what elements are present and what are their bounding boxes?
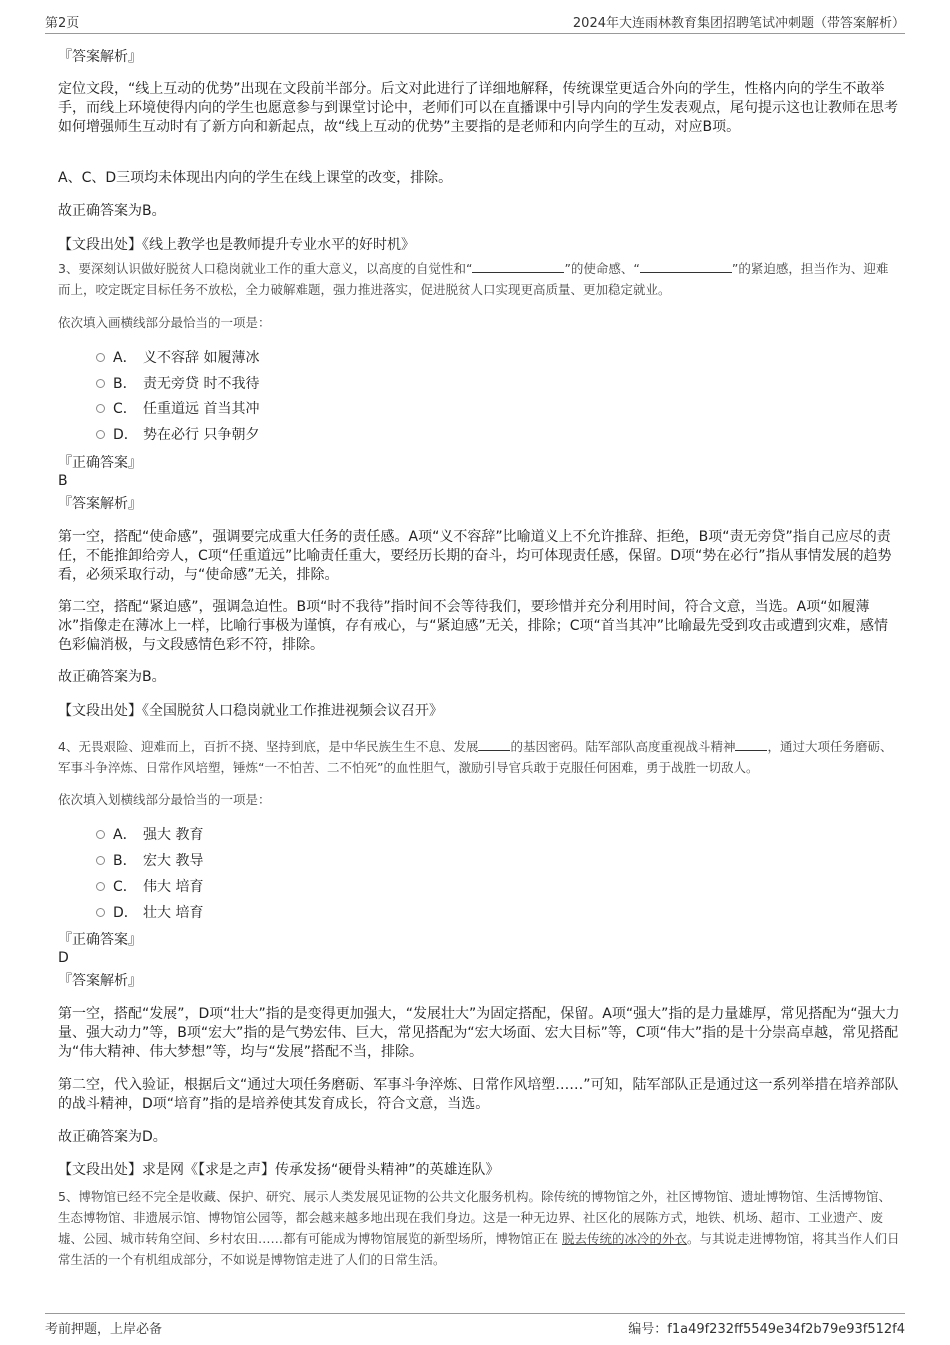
q3-prompt: 依次填入画横线部分最恰当的一项是： — [58, 315, 271, 330]
q3-question — [58, 258, 900, 300]
q3-option-b[interactable]: B． 责无旁贷 时不我待 — [96, 374, 259, 394]
q4-text-a: 4、无畏艰险、迎难而上，百折不挠、坚持到底，是中华民族生生不息、发展 — [58, 739, 479, 754]
analysis-label: 『答案解析』 — [58, 973, 142, 989]
analysis-label: 『答案解析』 — [58, 496, 142, 512]
correct-answer-label: 『正确答案』 — [58, 932, 142, 948]
q5-text-b: 。与其说走进博物馆，将其当作人们日常生活的一个有机组成部分，不如说是博物馆走进了人们的日常生活。 — [58, 1231, 900, 1267]
q3-text-b: ”的使命感、“ — [564, 261, 640, 276]
q4-analysis-p2: 第二空，代入验证，根据后文“通过大项任务磨砺、军事斗争淬炼、日常作风培塑……”可知，陆军部队正是通过这一系列举措在培养部队的战斗精神，D项“培育”指的是培养使其发育成长，符合文意，当选。 — [58, 1077, 899, 1112]
q3-text-c: ”的紧迫感，担当作为、迎难而上，咬定既定目标任务不放松，全力破解难题，强力推进落实，促进脱贫人口实现更高质量、更加稳定就业。 — [58, 261, 889, 297]
q4-source: 【文段出处】求是网《【求是之声】传承发扬“硬骨头精神”的英雄连队》 — [58, 1162, 500, 1178]
radio-icon[interactable] — [96, 882, 105, 891]
q4-prompt: 依次填入划横线部分最恰当的一项是： — [58, 792, 271, 807]
q3-analysis-p3: 故正确答案为B。 — [58, 669, 166, 685]
page-footer — [45, 1313, 905, 1335]
q4-answer: D — [58, 950, 69, 966]
q3-analysis-p2: 第二空，搭配“紧迫感”，强调急迫性。B项“时不我待”指时间不会等待我们，要珍惜并充分利用时间，符合文意，当选。A项“如履薄冰”指像走在薄冰上一样，比喻行事极为谨慎，存有戒心，与“紧迫感”无关，排除；C项“首当其冲”比喻最先受到攻击或遭到灾难，感情色彩偏消极，与文段感情色彩不符，排除。 — [58, 599, 889, 653]
q3-blank-2 — [640, 261, 732, 273]
q5-text-a: 5、博物馆已经不完全是收藏、保护、研究、展示人类发展见证物的公共文化服务机构。除传统的博物馆之外，社区博物馆、遗址博物馆、生活博物馆、生态博物馆、非遗展示馆、博物馆公园等，都会越来越多地出现在我们身边。这是一种无边界、社区化的展陈方式，地铁、机场、超市、工业遗产、废墟、公园、城市转角空间、乡村农田……都有可能成为博物馆展览的新型场所，博物馆正在 — [58, 1189, 891, 1246]
q2-analysis-p3: 故正确答案为B。 — [58, 203, 166, 219]
q2-analysis-p2: A、C、D三项均未体现出内向的学生在线上课堂的改变，排除。 — [58, 170, 453, 186]
q4-option-d[interactable]: D． 壮大 培育 — [96, 903, 203, 923]
q3-answer: B — [58, 473, 68, 489]
radio-icon[interactable] — [96, 379, 105, 388]
q4-text-c: ，通过大项任务磨砺、军事斗争淬炼、日常作风培塑，锤炼“一不怕苦、二不怕死”的血性胆气，激励引导官兵敢于克服任何困难，勇于战胜一切敌人。 — [58, 739, 893, 775]
q3-analysis-p1: 第一空，搭配“使命感”，强调要完成重大任务的责任感。A项“义不容辞”比喻道义上不允许推辞、拒绝，B项“责无旁贷”指自己应尽的责任，不能推卸给旁人，C项“任重道远”比喻责任重大，要经历长期的奋斗，均可体现责任感，保留。D项“势在必行”指从事情发展的趋势看，必须采取行动，与“使命感”无关，排除。 — [58, 529, 892, 583]
q5-question — [58, 1186, 900, 1270]
q3-source: 【文段出处】《全国脱贫人口稳岗就业工作推进视频会议召开》 — [58, 703, 443, 719]
radio-icon[interactable] — [96, 830, 105, 839]
radio-icon[interactable] — [96, 908, 105, 917]
page-header — [45, 12, 905, 34]
q3-blank-1 — [472, 261, 564, 273]
q2-analysis-p1: 定位文段，“线上互动的优势”出现在文段前半部分。后文对此进行了详细地解释，传统课堂更适合外向的学生，性格内向的学生不敢举手，而线上环境使得内向的学生也愿意参与到课堂讨论中，老师们可以在直播课中引导内向的学生发表观点，尾句提示这也让教师在思考如何增强师生互动时有了新方向和新起点，故“线上互动的优势”主要指的是老师和内向学生的互动，对应B项。 — [58, 81, 898, 135]
q4-option-b[interactable]: B． 宏大 教导 — [96, 851, 203, 871]
radio-icon[interactable] — [96, 430, 105, 439]
q5-underlined: 脱去传统的冰冷的外衣 — [562, 1231, 688, 1246]
radio-icon[interactable] — [96, 353, 105, 362]
document-title: 2024年大连雨林教育集团招聘笔试冲刺题（带答案解析） — [572, 16, 905, 31]
radio-icon[interactable] — [96, 856, 105, 865]
q3-option-a[interactable]: A． 义不容辞 如履薄冰 — [96, 348, 259, 368]
radio-icon[interactable] — [96, 404, 105, 413]
analysis-label: 『答案解析』 — [58, 49, 142, 65]
document-code: 编号：f1a49f232ff5549e34f2b79e93f512f4 — [628, 1322, 905, 1337]
q4-blank-1 — [478, 739, 510, 751]
q4-option-c[interactable]: C． 伟大 培育 — [96, 877, 203, 897]
footer-slogan: 考前押题，上岸必备 — [45, 1322, 163, 1337]
q4-option-a[interactable]: A． 强大 教育 — [96, 825, 203, 845]
q3-option-c[interactable]: C． 任重道远 首当其冲 — [96, 399, 259, 419]
q3-option-d[interactable]: D． 势在必行 只争朝夕 — [96, 425, 259, 445]
q4-blank-2 — [735, 739, 767, 751]
q2-source: 【文段出处】《线上教学也是教师提升专业水平的好时机》 — [58, 237, 415, 253]
correct-answer-label: 『正确答案』 — [58, 455, 142, 471]
q4-analysis-p1: 第一空，搭配“发展”，D项“壮大”指的是变得更加强大，“发展壮大”为固定搭配，保留。A项“强大”指的是力量雄厚，常见搭配为“强大力量、强大动力”等，B项“宏大”指的是气势宏伟、巨大，常见搭配为“宏大场面、宏大目标”等，C项“伟大”指的是十分崇高卓越，常见搭配为“伟大精神、伟大梦想”等，均与“发展”搭配不当，排除。 — [58, 1006, 900, 1060]
q3-text-a: 3、要深刻认识做好脱贫人口稳岗就业工作的重大意义，以高度的自觉性和“ — [58, 261, 473, 276]
q4-text-b: 的基因密码。陆军部队高度重视战斗精神 — [510, 739, 736, 754]
page-number: 第2页 — [45, 16, 80, 31]
q4-analysis-p3: 故正确答案为D。 — [58, 1129, 167, 1145]
q4-question — [58, 736, 900, 778]
